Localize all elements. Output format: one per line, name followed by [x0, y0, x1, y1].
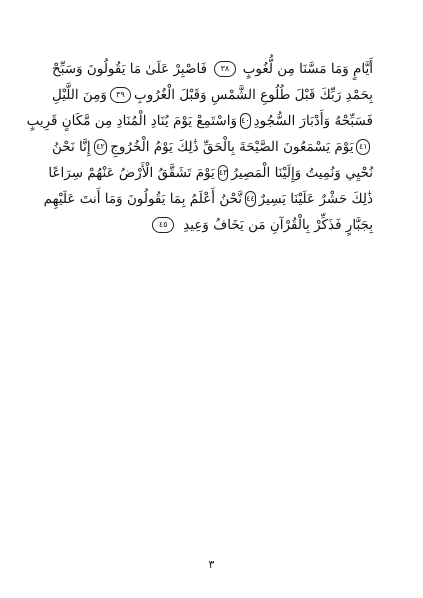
verse-segment: أَيَّامٍ وَمَا مَسَّنَا مِن لُّغُوبٍ — [242, 61, 373, 77]
verse-text-block — [26, 56, 373, 238]
text-line — [52, 134, 373, 160]
text-line — [48, 160, 373, 186]
text-line — [52, 56, 373, 82]
verse-segment: بِجَبَّارٍ فَذَكِّرْ بِالْقُرْآنِ مَن يَخَافُ وَعِيدِ — [183, 217, 373, 233]
text-line — [52, 212, 373, 238]
ayah-end-marker: ٤٣ — [218, 165, 229, 181]
verse-segment: فَسَبِّحْهُ وَأَدْبَارَ السُّجُودِ — [253, 113, 373, 129]
verse-segment: نُحْيِي وَنُمِيتُ وَإِلَيْنَا الْمَصِيرُ — [231, 165, 373, 181]
verse-segment: يَوْمَ يَسْمَعُونَ الصَّيْحَةَ بِالْحَقِّ ذَٰلِكَ يَوْمُ الْخُرُوجِ — [110, 139, 354, 155]
page-number: ٣ — [208, 558, 215, 571]
verse-segment: إِنَّا نَحْنُ — [52, 139, 91, 155]
verse-segment: بِحَمْدِ رَبِّكَ قَبْلَ طُلُوعِ الشَّمْسِ وَقَبْلَ الْغُرُوبِ — [133, 87, 373, 103]
verse-segment: فَاصْبِرْ عَلَىٰ مَا يَقُولُونَ وَسَبِّحْ — [52, 61, 208, 77]
ayah-end-marker: ٤٠ — [240, 113, 251, 129]
ayah-end-marker: ٣٩ — [110, 87, 131, 103]
ayah-end-marker: ٤٤ — [245, 191, 256, 207]
text-line — [26, 108, 373, 134]
ayah-end-marker: ٣٨ — [214, 61, 236, 77]
ayah-end-marker: ٤١ — [356, 139, 370, 155]
ayah-end-marker: ٤٢ — [94, 139, 108, 155]
text-line — [43, 186, 373, 212]
verse-segment: وَاسْتَمِعْ يَوْمَ يُنَادِ الْمُنَادِ مِن مَّكَانٍ قَرِيبٍ — [26, 113, 238, 129]
verse-segment: ذَٰلِكَ حَشْرٌ عَلَيْنَا يَسِيرٌ — [258, 191, 373, 207]
verse-segment: يَوْمَ تَشَقَّقُ الْأَرْضُ عَنْهُمْ سِرَاعًا — [48, 165, 215, 181]
verse-segment: وَمِنَ اللَّيْلِ — [52, 87, 107, 103]
verse-segment: نَّحْنُ أَعْلَمُ بِمَا يَقُولُونَ وَمَا أَنتَ عَلَيْهِم — [43, 191, 243, 207]
ayah-end-marker: ٤٥ — [152, 217, 174, 233]
text-line — [52, 82, 373, 108]
